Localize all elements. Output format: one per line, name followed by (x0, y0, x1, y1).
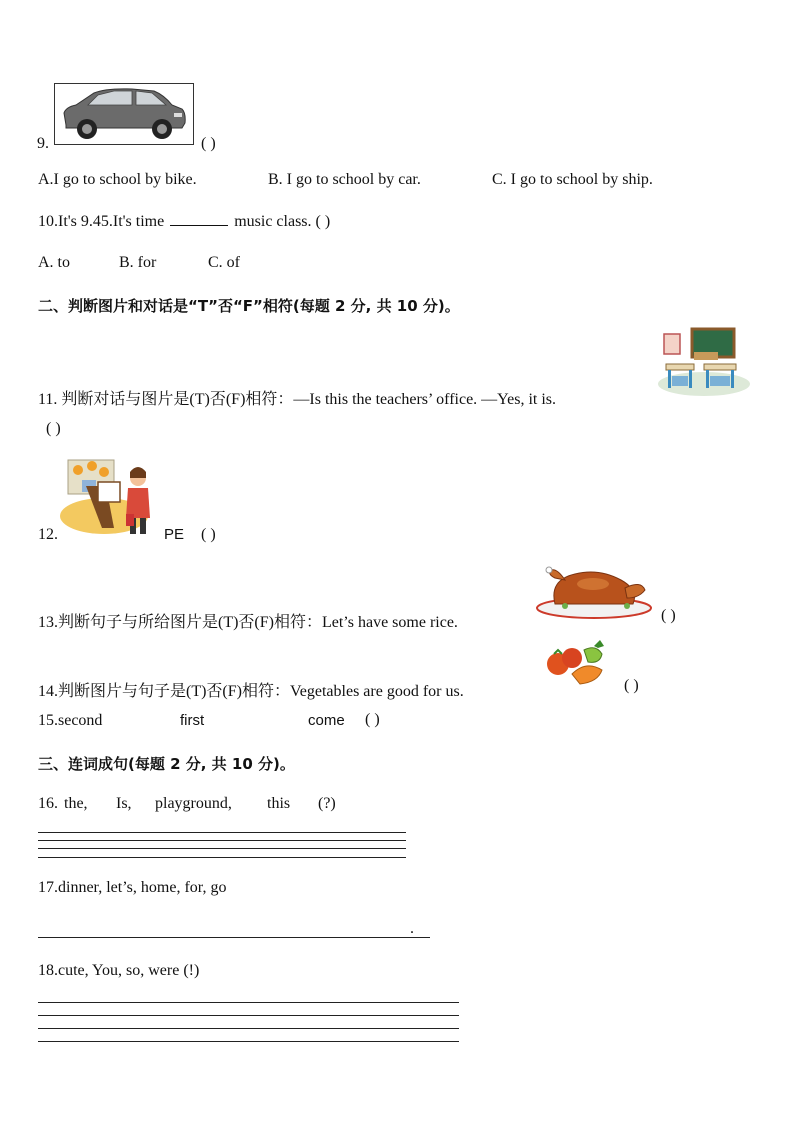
q14-vegetables-picture (544, 640, 612, 690)
q13-turkey-picture (535, 560, 653, 622)
q10-stem (38, 213, 330, 231)
q9-number: 9. (37, 135, 49, 152)
q9-answer-paren[interactable]: ( ) (201, 135, 216, 152)
q18-text: 18.cute, You, so, were (!) (38, 962, 200, 979)
q12-word: PE (164, 526, 185, 543)
q10-blank[interactable] (170, 225, 228, 226)
q18-writing-line-3[interactable] (38, 1028, 459, 1029)
q16-word-4: this (267, 795, 291, 812)
q9-option-b[interactable]: B. I go to school by car. (268, 171, 421, 188)
q16-writing-line-4[interactable] (38, 857, 406, 858)
q16-word-2: Is, (116, 795, 132, 812)
q16-writing-line-2[interactable] (38, 840, 406, 841)
q16-word-5: (?) (318, 795, 336, 812)
classroom-image (658, 326, 752, 400)
q13-text: 13.判断句子与所给图片是(T)否(F)相符：Let’s have some rice. (38, 614, 458, 631)
q10-option-a[interactable]: A. to (38, 254, 70, 271)
q13-answer-paren[interactable]: ( ) (661, 607, 676, 624)
q15-word-second: 15.second (38, 712, 103, 729)
q12-answer-paren[interactable]: ( ) (201, 526, 216, 543)
vegetables-image (544, 640, 612, 690)
art-class-image (58, 456, 158, 542)
q16-number: 16. (38, 795, 58, 812)
q16-writing-line-3[interactable] (38, 848, 406, 849)
q11-answer-paren[interactable]: ( ) (46, 420, 61, 437)
q15-answer-paren[interactable]: ( ) (365, 711, 380, 728)
q14-answer-paren[interactable]: ( ) (624, 677, 639, 694)
q18-writing-line-4[interactable] (38, 1041, 459, 1042)
q18-writing-line-1[interactable] (38, 1002, 459, 1003)
q10-option-c[interactable]: C. of (208, 254, 240, 271)
q12-art-class-picture (58, 456, 158, 542)
section2-title: 二、判断图片和对话是“T”否“F”相符(每题 2 分, 共 10 分)。 (38, 297, 460, 315)
q18-writing-line-2[interactable] (38, 1015, 459, 1016)
q17-end-mark: . (410, 920, 414, 937)
q10-suffix: music class. ( ) (234, 213, 331, 230)
q11-text: 11. 判断对话与图片是(T)否(F)相符：—Is this the teachers’ office. —Yes, it is. (38, 391, 557, 408)
q10-prefix: 10.It's 9.45.It's time (38, 213, 165, 230)
q12-number: 12. (38, 526, 58, 543)
car-image (54, 83, 194, 145)
roast-turkey-image (535, 560, 653, 622)
q11-classroom-picture (658, 326, 752, 400)
q17-answer-line[interactable] (38, 937, 430, 938)
q16-word-3: playground, (155, 795, 232, 812)
q9-car-picture (54, 83, 194, 145)
q15-word-come: come (308, 712, 345, 729)
q17-text: 17.dinner, let’s, home, for, go (38, 879, 227, 896)
q14-text: 14.判断图片与句子是(T)否(F)相符：Vegetables are good for us. (38, 683, 464, 700)
q16-word-1: the, (64, 795, 88, 812)
q10-option-b[interactable]: B. for (119, 254, 157, 271)
q16-writing-line-1[interactable] (38, 832, 406, 833)
q15-word-first: first (180, 712, 205, 729)
q9-option-c[interactable]: C. I go to school by ship. (492, 171, 653, 188)
section3-title: 三、连词成句(每题 2 分, 共 10 分)。 (38, 755, 295, 773)
q9-option-a[interactable]: A.I go to school by bike. (38, 171, 197, 188)
